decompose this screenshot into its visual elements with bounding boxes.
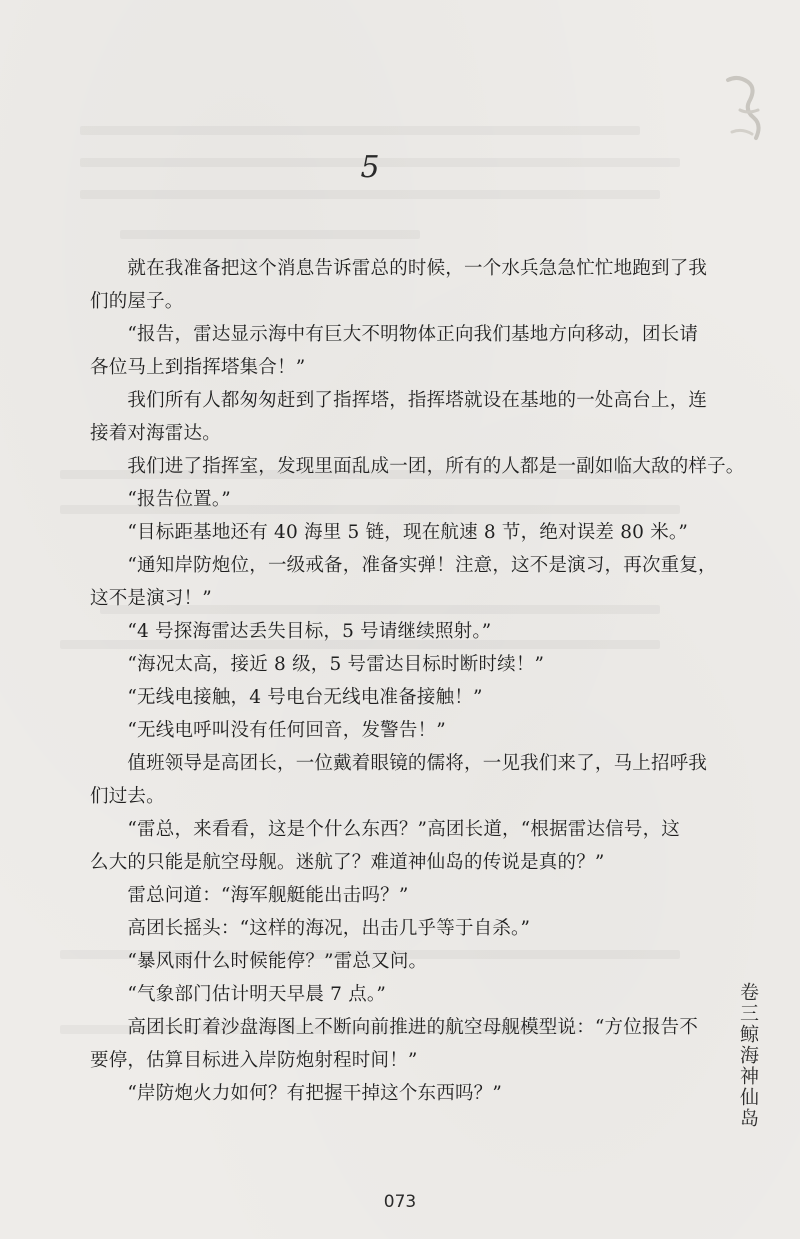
decorative-mark-icon — [718, 70, 778, 150]
paragraph-line: “报告，雷达显示海中有巨大不明物体正向我们基地方向移动，团长请 — [90, 324, 699, 345]
paragraph — [90, 1077, 688, 1110]
paragraph — [90, 813, 688, 879]
paragraph-line: “目标距基地还有 40 海里 5 链，现在航速 8 节，绝对误差 80 米。” — [90, 522, 689, 543]
paragraph-line: “无线电接触，4 号电台无线电准备接触！” — [90, 687, 483, 708]
paragraph-line: “报告位置。” — [90, 489, 231, 510]
paragraph — [90, 252, 708, 318]
paragraph-line: 各位马上到指挥塔集合！” — [90, 357, 306, 378]
paragraph — [90, 978, 688, 1011]
paragraph — [90, 912, 688, 945]
paragraph — [90, 549, 717, 615]
paragraph — [90, 615, 688, 648]
paragraph — [90, 681, 688, 714]
paragraph — [90, 516, 688, 549]
paragraph-line: “岸防炮火力如何？有把握干掉这个东西吗？” — [90, 1083, 503, 1104]
bleed-through-line — [80, 126, 640, 135]
paragraph-line: 雷总问道：“海军舰艇能出击吗？” — [90, 885, 409, 906]
paragraph — [90, 318, 699, 384]
paragraph-line: “海况太高，接近 8 级，5 号雷达目标时断时续！” — [90, 654, 545, 675]
paragraph-line: 高团长摇头：“这样的海况，出击几乎等于自杀。” — [90, 918, 531, 939]
paragraph-line: 这不是演习！” — [90, 588, 212, 609]
paragraph — [90, 483, 688, 516]
paragraph-line: “4 号探海雷达丢失目标，5 号请继续照射。” — [90, 621, 492, 642]
paragraph-line: “雷总，来看看，这是个什么东西？”高团长道，“根据雷达信号，这 — [90, 819, 680, 840]
paragraph — [90, 648, 688, 681]
paragraph — [90, 450, 745, 483]
bleed-through-line — [80, 190, 660, 199]
paragraph-line: 就在我准备把这个消息告诉雷总的时候，一个水兵急急忙忙地跑到了我 — [90, 258, 708, 279]
paragraph-line: 我们进了指挥室，发现里面乱成一团，所有的人都是一副如临大敌的样子。 — [90, 456, 745, 477]
paragraph-line: “气象部门估计明天早晨 7 点。” — [90, 984, 386, 1005]
paragraph-line: 要停，估算目标进入岸防炮射程时间！” — [90, 1050, 418, 1071]
paragraph — [90, 945, 688, 978]
bleed-through-line — [120, 230, 420, 239]
paragraph-line: 们过去。 — [90, 786, 165, 807]
paragraph-line: 值班领导是高团长，一位戴着眼镜的儒将，一见我们来了，马上招呼我 — [90, 753, 708, 774]
paragraph — [90, 1011, 699, 1077]
paragraph-line: 们的屋子。 — [90, 291, 184, 312]
chapter-number: 5 — [360, 150, 380, 185]
paragraph — [90, 747, 708, 813]
paragraph-line: “通知岸防炮位，一级戒备，准备实弹！注意，这不是演习，再次重复， — [90, 555, 717, 576]
paragraph-line: 我们所有人都匆匆赶到了指挥塔，指挥塔就设在基地的一处高台上，连 — [90, 390, 708, 411]
paragraph-line: 高团长盯着沙盘海图上不断向前推进的航空母舰模型说：“方位报告不 — [90, 1017, 699, 1038]
paragraph — [90, 714, 688, 747]
page-number: 073 — [383, 1192, 417, 1212]
running-side-title — [733, 982, 761, 1129]
paragraph — [90, 879, 688, 912]
body-text — [90, 252, 745, 1110]
book-title: 鲸海神仙岛 — [737, 1024, 759, 1129]
paragraph — [90, 384, 708, 450]
paragraph-line: 么大的只能是航空母舰。迷航了？难道神仙岛的传说是真的？” — [90, 852, 605, 873]
volume-label: 卷三 — [737, 982, 759, 1024]
paragraph-line: “暴风雨什么时候能停？”雷总又问。 — [90, 951, 428, 972]
paragraph-line: “无线电呼叫没有任何回音，发警告！” — [90, 720, 446, 741]
paragraph-line: 接着对海雷达。 — [90, 423, 221, 444]
